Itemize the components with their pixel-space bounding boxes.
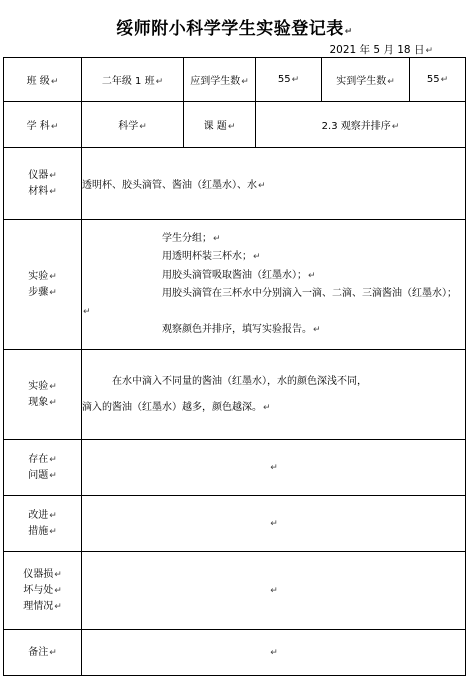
steps-row	[4, 220, 466, 350]
damage-row	[4, 552, 466, 630]
paragraph-mark-icon: ↵	[49, 287, 57, 298]
improvements-row	[4, 496, 466, 552]
class-value-cell[interactable]: 二年级 1 班↵	[82, 58, 184, 102]
paragraph-mark-icon: ↵	[50, 122, 59, 132]
paragraph-mark-icon: ↵	[49, 381, 57, 392]
paragraph-mark-icon: ↵	[270, 586, 278, 596]
paragraph-mark-icon: ↵	[49, 647, 57, 658]
step-item: 观察颜色并排序，填写实验报告。↵	[162, 324, 321, 335]
instruments-row	[4, 148, 466, 220]
topic-value-cell[interactable]: 2.3 观察并排序↵	[256, 102, 466, 148]
paragraph-mark-icon: ↵	[49, 397, 57, 408]
improvements-label-cell: 改进↵ 措施↵	[4, 496, 82, 552]
step-item: 用胶头滴管在三杯水中分别滴入一滴、二滴、三滴酱油（红墨水）；↵	[83, 288, 457, 317]
remarks-label-cell: 备注↵	[4, 630, 82, 676]
paragraph-mark-icon: ↵	[391, 122, 400, 132]
steps-value-cell[interactable]	[82, 220, 466, 350]
steps-label-cell: 实验↵ 步骤↵	[4, 220, 82, 350]
paragraph-mark-icon: ↵	[49, 170, 57, 181]
paragraph-mark-icon: ↵	[54, 569, 62, 580]
paragraph-mark-icon: ↵	[440, 75, 449, 85]
step-item: 学生分组；↵	[162, 232, 221, 244]
paragraph-mark-icon: ↵	[49, 186, 57, 197]
title-text: 绥师附小科学学生实验登记表	[116, 19, 344, 39]
paragraph-mark-icon: ↵	[308, 270, 316, 281]
actual-students-label-cell: 实到学生数↵	[322, 58, 410, 102]
date-text: 2021 年 5 月 18 日	[329, 44, 425, 56]
paragraph-mark-icon: ↵	[253, 252, 261, 262]
paragraph-mark-icon: ↵	[54, 585, 62, 596]
paragraph-mark-icon: ↵	[270, 648, 278, 658]
subject-row	[4, 102, 466, 148]
class-label-cell: 班 级↵	[4, 58, 82, 102]
paragraph-mark-icon: ↵	[50, 77, 59, 87]
paragraph-mark-icon: ↵	[49, 526, 57, 537]
subject-label-cell: 学 科↵	[4, 102, 82, 148]
instruments-value-cell[interactable]: 透明杯、胶头滴管、酱油（红墨水）、水↵	[82, 148, 466, 220]
phenomenon-value-cell[interactable]: 在水中滴入不同量的酱油（红墨水），水的颜色深浅不同， 滴入的酱油（红墨水）越多，颜色越深。↵	[82, 350, 466, 440]
paragraph-mark-icon: ↵	[227, 122, 236, 132]
paragraph-mark-icon: ↵	[49, 454, 57, 465]
expected-students-value-cell[interactable]: 55↵	[256, 58, 322, 102]
remarks-row	[4, 630, 466, 676]
actual-students-value-cell[interactable]: 55↵	[410, 58, 466, 102]
paragraph-mark-icon: ↵	[344, 27, 353, 37]
paragraph-mark-icon: ↵	[49, 470, 57, 481]
damage-value-cell[interactable]	[82, 552, 466, 630]
problems-label-cell: 存在↵ 问题↵	[4, 440, 82, 496]
phenomenon-label-cell: 实验↵ 现象↵	[4, 350, 82, 440]
problems-value-cell[interactable]	[82, 440, 466, 496]
experiment-record-table	[3, 57, 466, 676]
paragraph-mark-icon: ↵	[291, 75, 300, 85]
paragraph-mark-icon: ↵	[258, 181, 266, 191]
problems-row	[4, 440, 466, 496]
subject-value-cell[interactable]: 科学↵	[82, 102, 184, 148]
paragraph-mark-icon: ↵	[270, 463, 278, 473]
paragraph-mark-icon: ↵	[54, 601, 62, 612]
record-date	[330, 42, 434, 57]
improvements-value-cell[interactable]	[82, 496, 466, 552]
remarks-value-cell[interactable]	[82, 630, 466, 676]
paragraph-mark-icon: ↵	[49, 510, 57, 521]
paragraph-mark-icon: ↵	[139, 122, 147, 132]
paragraph-mark-icon: ↵	[425, 46, 433, 56]
expected-students-label-cell: 应到学生数↵	[184, 58, 256, 102]
page-title	[0, 14, 469, 39]
step-item: 用胶头滴管吸取酱油（红墨水）；↵	[162, 269, 316, 281]
paragraph-mark-icon: ↵	[49, 271, 57, 282]
paragraph-mark-icon: ↵	[213, 233, 221, 244]
instruments-label-cell: 仪器↵ 材料↵	[4, 148, 82, 220]
paragraph-mark-icon: ↵	[270, 519, 278, 529]
paragraph-mark-icon: ↵	[241, 77, 249, 87]
class-row	[4, 58, 466, 102]
phenomenon-row	[4, 350, 466, 440]
paragraph-mark-icon: ↵	[155, 77, 164, 87]
paragraph-mark-icon: ↵	[83, 306, 91, 317]
paragraph-mark-icon: ↵	[263, 402, 271, 413]
topic-label-cell: 课 题↵	[184, 102, 256, 148]
step-item: 用透明杯装三杯水；↵	[162, 251, 261, 262]
damage-label-cell: 仪器损↵ 坏与处↵ 理情况↵	[4, 552, 82, 630]
paragraph-mark-icon: ↵	[313, 325, 321, 335]
paragraph-mark-icon: ↵	[387, 77, 395, 87]
